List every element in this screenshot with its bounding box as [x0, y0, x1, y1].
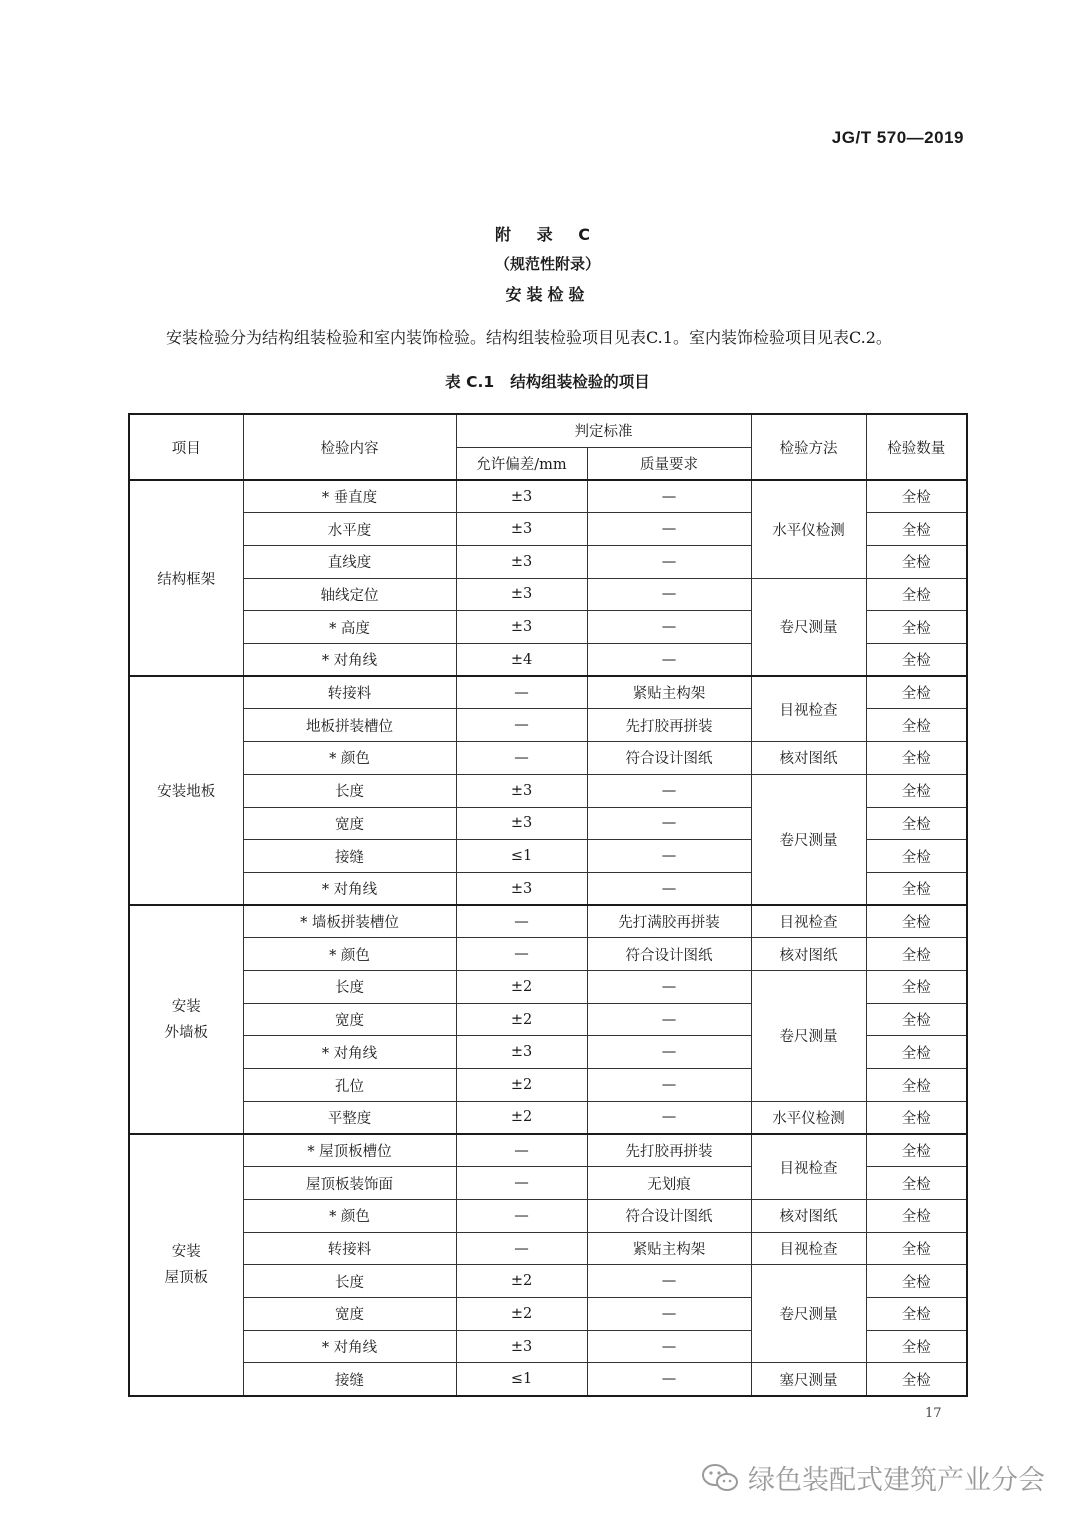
content-cell: 长度 — [243, 774, 456, 807]
quantity-cell: 全检 — [866, 513, 967, 546]
quality-cell: — — [587, 1363, 751, 1396]
quality-cell: 符合设计图纸 — [587, 1199, 751, 1232]
table-body — [129, 480, 967, 1396]
tolerance-cell: ±2 — [456, 1003, 587, 1036]
table-caption: 表 C.1 结构组装检验的项目 — [445, 373, 650, 391]
tolerance-cell: ±3 — [456, 480, 587, 513]
header-quantity: 检验数量 — [866, 414, 967, 480]
quantity-cell: 全检 — [866, 1298, 967, 1331]
quality-cell: 先打满胶再拼装 — [587, 905, 751, 938]
tolerance-cell: ±2 — [456, 1298, 587, 1331]
tolerance-cell: — — [456, 1232, 587, 1265]
quantity-cell: 全检 — [866, 709, 967, 742]
header-tolerance: 允许偏差/mm — [456, 447, 587, 480]
table-row — [129, 578, 967, 611]
table-row — [129, 480, 967, 513]
quantity-cell: 全检 — [866, 1363, 967, 1396]
quantity-cell: 全检 — [866, 1330, 967, 1363]
group-name-cell: 安装地板 — [129, 676, 243, 905]
tolerance-cell: — — [456, 676, 587, 709]
tolerance-cell: ±3 — [456, 872, 587, 905]
content-cell: 长度 — [243, 971, 456, 1004]
content-cell: * 高度 — [243, 611, 456, 644]
quantity-cell: 全检 — [866, 545, 967, 578]
quality-cell: — — [587, 578, 751, 611]
tolerance-cell: ≤1 — [456, 1363, 587, 1396]
tolerance-cell: — — [456, 905, 587, 938]
content-cell: 轴线定位 — [243, 578, 456, 611]
quantity-cell: 全检 — [866, 742, 967, 775]
tolerance-cell: ±3 — [456, 774, 587, 807]
content-cell: 地板拼装槽位 — [243, 709, 456, 742]
content-cell: * 垂直度 — [243, 480, 456, 513]
quality-cell: — — [587, 1298, 751, 1331]
method-cell: 卷尺测量 — [751, 1265, 866, 1363]
content-cell: * 对角线 — [243, 1036, 456, 1069]
content-cell: 接缝 — [243, 840, 456, 873]
tolerance-cell: ±3 — [456, 578, 587, 611]
method-cell: 卷尺测量 — [751, 971, 866, 1102]
quantity-cell: 全检 — [866, 676, 967, 709]
table-row — [129, 971, 967, 1004]
header-item: 项目 — [129, 414, 243, 480]
quantity-cell: 全检 — [866, 1232, 967, 1265]
group-name-line: 安装 — [171, 1244, 201, 1261]
quantity-cell: 全检 — [866, 578, 967, 611]
tolerance-cell: — — [456, 1134, 587, 1167]
quantity-cell: 全检 — [866, 840, 967, 873]
group-name-cell: 结构框架 — [129, 480, 243, 676]
tolerance-cell: — — [456, 1167, 587, 1200]
tolerance-cell: — — [456, 1199, 587, 1232]
content-cell: 接缝 — [243, 1363, 456, 1396]
quality-cell: — — [587, 611, 751, 644]
group-name-line: 安装 — [171, 998, 201, 1015]
content-cell: * 颜色 — [243, 1199, 456, 1232]
table-row — [129, 1134, 967, 1167]
method-cell: 水平仪检测 — [751, 1101, 866, 1134]
method-cell: 卷尺测量 — [751, 578, 866, 676]
tolerance-cell: ±4 — [456, 644, 587, 677]
content-cell: * 颜色 — [243, 742, 456, 775]
content-cell: 孔位 — [243, 1069, 456, 1102]
table-row — [129, 1265, 967, 1298]
page-number: 17 — [925, 1406, 942, 1421]
quantity-cell: 全检 — [866, 1265, 967, 1298]
quality-cell: 先打胶再拼装 — [587, 1134, 751, 1167]
quantity-cell: 全检 — [866, 1167, 967, 1200]
tolerance-cell: — — [456, 938, 587, 971]
appendix-subtitle: （规范性附录） — [494, 255, 600, 273]
table-row — [129, 676, 967, 709]
quantity-cell: 全检 — [866, 872, 967, 905]
content-cell: * 墙板拼装槽位 — [243, 905, 456, 938]
method-cell: 核对图纸 — [751, 938, 866, 971]
method-cell: 目视检查 — [751, 1232, 866, 1265]
quality-cell: 无划痕 — [587, 1167, 751, 1200]
tolerance-cell: — — [456, 709, 587, 742]
tolerance-cell: ≤1 — [456, 840, 587, 873]
content-cell: 屋顶板装饰面 — [243, 1167, 456, 1200]
content-cell: 转接料 — [243, 1232, 456, 1265]
table-row — [129, 742, 967, 775]
content-cell: 平整度 — [243, 1101, 456, 1134]
quantity-cell: 全检 — [866, 1134, 967, 1167]
quantity-cell: 全检 — [866, 807, 967, 840]
header-criteria: 判定标准 — [456, 414, 751, 447]
tolerance-cell: ±3 — [456, 807, 587, 840]
content-cell: * 屋顶板槽位 — [243, 1134, 456, 1167]
content-cell: 宽度 — [243, 1003, 456, 1036]
table-row — [129, 774, 967, 807]
quantity-cell: 全检 — [866, 1003, 967, 1036]
quantity-cell: 全检 — [866, 1069, 967, 1102]
method-cell: 目视检查 — [751, 676, 866, 741]
tolerance-cell: — — [456, 742, 587, 775]
group-name-line: 屋顶板 — [164, 1270, 208, 1287]
content-cell: 长度 — [243, 1265, 456, 1298]
quality-cell: — — [587, 480, 751, 513]
tolerance-cell: ±3 — [456, 611, 587, 644]
tolerance-cell: ±3 — [456, 513, 587, 546]
quality-cell: — — [587, 545, 751, 578]
content-cell: 水平度 — [243, 513, 456, 546]
quantity-cell: 全检 — [866, 938, 967, 971]
tolerance-cell: ±3 — [456, 545, 587, 578]
content-cell: 宽度 — [243, 1298, 456, 1331]
quality-cell: — — [587, 644, 751, 677]
quantity-cell: 全检 — [866, 1199, 967, 1232]
content-cell: 直线度 — [243, 545, 456, 578]
tolerance-cell: ±2 — [456, 1101, 587, 1134]
quantity-cell: 全检 — [866, 971, 967, 1004]
group-name-cell — [129, 905, 243, 1134]
method-cell: 卷尺测量 — [751, 774, 866, 905]
standard-code: JG/T 570—2019 — [831, 128, 964, 147]
tolerance-cell: ±2 — [456, 1069, 587, 1102]
watermark-text: 绿色装配式建筑产业分会 — [748, 1465, 1045, 1496]
method-cell: 目视检查 — [751, 905, 866, 938]
quality-cell: 先打胶再拼装 — [587, 709, 751, 742]
quantity-cell: 全检 — [866, 1036, 967, 1069]
quality-cell: — — [587, 1101, 751, 1134]
method-cell: 目视检查 — [751, 1134, 866, 1199]
header-quality: 质量要求 — [587, 447, 751, 480]
method-cell: 塞尺测量 — [751, 1363, 866, 1396]
tolerance-cell: ±3 — [456, 1036, 587, 1069]
content-cell: 宽度 — [243, 807, 456, 840]
quality-cell: — — [587, 1069, 751, 1102]
appendix-title: 附 录 C — [495, 225, 600, 244]
quality-cell: — — [587, 971, 751, 1004]
tolerance-cell: ±2 — [456, 971, 587, 1004]
quality-cell: 符合设计图纸 — [587, 938, 751, 971]
inspection-table — [128, 413, 968, 1397]
quality-cell: — — [587, 1003, 751, 1036]
table-row — [129, 1199, 967, 1232]
content-cell: * 对角线 — [243, 872, 456, 905]
header-content: 检验内容 — [243, 414, 456, 480]
quantity-cell: 全检 — [866, 1101, 967, 1134]
content-cell: * 对角线 — [243, 644, 456, 677]
table-row — [129, 1363, 967, 1396]
quantity-cell: 全检 — [866, 774, 967, 807]
quality-cell: — — [587, 807, 751, 840]
intro-paragraph: 安装检验分为结构组装检验和室内装饰检验。结构组装检验项目见表C.1。室内装饰检验项目见表C.2。 — [166, 328, 892, 347]
method-cell: 水平仪检测 — [751, 480, 866, 578]
appendix-name: 安装检验 — [505, 285, 590, 304]
content-cell: * 对角线 — [243, 1330, 456, 1363]
watermark — [700, 1458, 1045, 1497]
group-name-cell — [129, 1134, 243, 1396]
wechat-icon — [700, 1462, 740, 1494]
quality-cell: — — [587, 774, 751, 807]
table-row — [129, 1101, 967, 1134]
quantity-cell: 全检 — [866, 611, 967, 644]
tolerance-cell: ±3 — [456, 1330, 587, 1363]
quality-cell: — — [587, 1036, 751, 1069]
table-row — [129, 938, 967, 971]
quality-cell: — — [587, 1330, 751, 1363]
header-method: 检验方法 — [751, 414, 866, 480]
quality-cell: 紧贴主构架 — [587, 676, 751, 709]
quality-cell: — — [587, 513, 751, 546]
quality-cell: — — [587, 840, 751, 873]
table-row — [129, 905, 967, 938]
method-cell: 核对图纸 — [751, 1199, 866, 1232]
quality-cell: — — [587, 872, 751, 905]
tolerance-cell: ±2 — [456, 1265, 587, 1298]
group-name-line: 外墙板 — [164, 1024, 208, 1041]
table-row — [129, 1232, 967, 1265]
quantity-cell: 全检 — [866, 644, 967, 677]
method-cell: 核对图纸 — [751, 742, 866, 775]
quality-cell: — — [587, 1265, 751, 1298]
content-cell: 转接料 — [243, 676, 456, 709]
quality-cell: 符合设计图纸 — [587, 742, 751, 775]
quantity-cell: 全检 — [866, 905, 967, 938]
quality-cell: 紧贴主构架 — [587, 1232, 751, 1265]
content-cell: * 颜色 — [243, 938, 456, 971]
quantity-cell: 全检 — [866, 480, 967, 513]
